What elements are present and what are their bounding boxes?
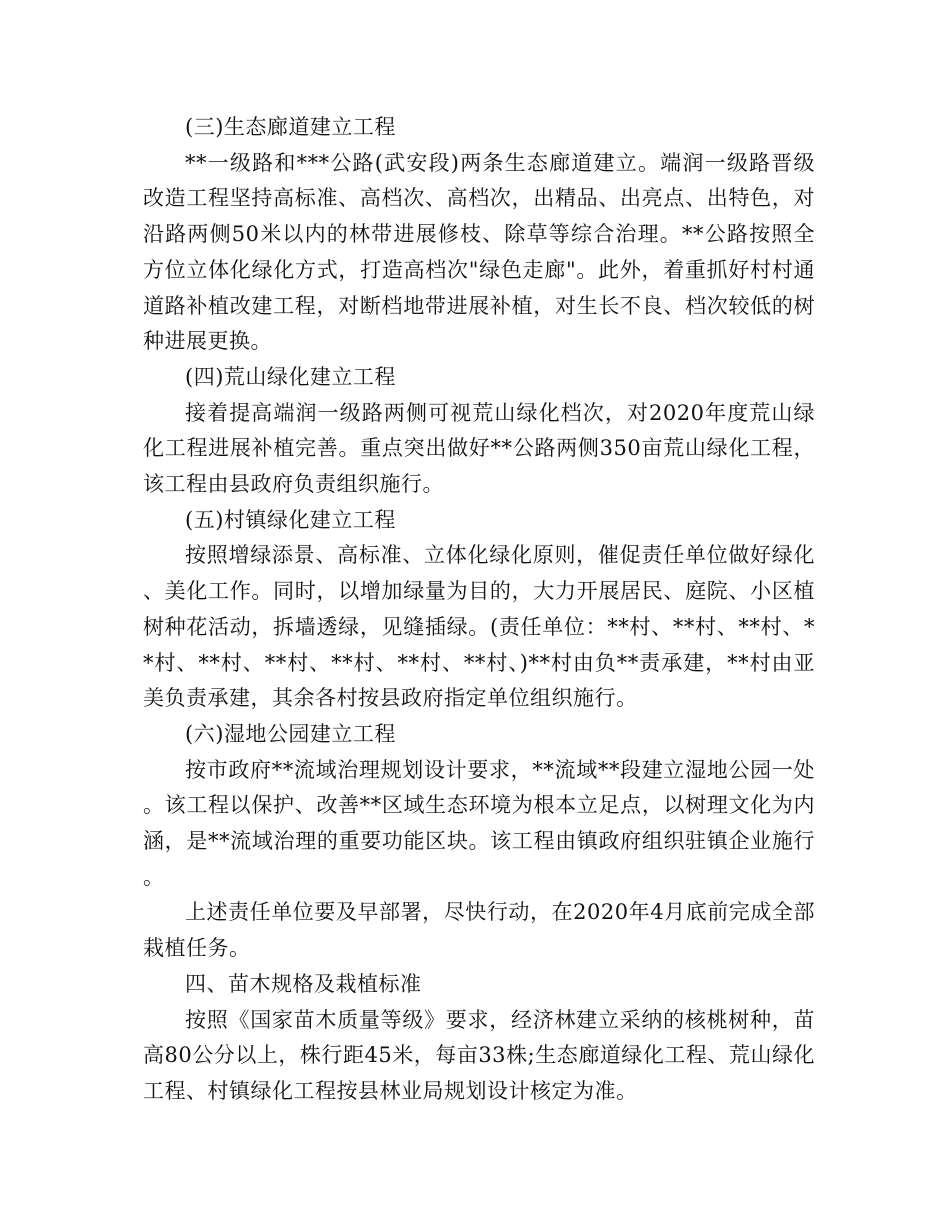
paragraph-ecological-corridor: **一级路和***公路(武安段)两条生态廊道建立。端润一级路晋级改造工程坚持高标准、高档次、高档次，出精品、出亮点、出特色，对沿路两侧50米以内的林带进展修枝、除草等综合治理。**公路按照全方位立体化绿化方式，打造高档次"绿色走廊"。此外，着重抓好村村通道路补植改建工程，对断档地带进展补植，对生长不良、档次较低的树种进展更换。 bbox=[143, 150, 815, 354]
paragraph-village-greening: 按照增绿添景、高标准、立体化绿化原则，催促责任单位做好绿化、美化工作。同时，以增加绿量为目的，大力开展居民、庭院、小区植树种花活动，拆墙透绿，见缝插绿。(责任单位：**村、**村、**村、**村、**村、**村、**村、**村、**村、)**村由负**责承建，**村由亚美负责承建，其余各村按县政府指定单位组织施行。 bbox=[143, 543, 815, 711]
section-heading-ecological-corridor: (三)生态廊道建立工程 bbox=[185, 115, 396, 139]
section-heading-village-greening: (五)村镇绿化建立工程 bbox=[185, 507, 396, 532]
paragraph-deadline: 上述责任单位要及早部署，尽快行动，在2020年4月底前完成全部栽植任务。 bbox=[143, 900, 815, 961]
document-page bbox=[143, 110, 815, 1110]
section-heading-seedling-standards: 四、苗木规格及栽植标准 bbox=[185, 971, 422, 996]
section-heading-wetland-park: (六)湿地公园建立工程 bbox=[185, 721, 396, 746]
paragraph-wetland-park: 按市政府**流域治理规划设计要求，**流域**段建立湿地公园一处。该工程以保护、改善**区域生态环境为根本立足点，以树理文化为内涵，是**流域治理的重要功能区块。该工程由镇政府组织驻镇企业施行。 bbox=[143, 757, 815, 889]
section-heading-barren-mountain: (四)荒山绿化建立工程 bbox=[185, 364, 396, 389]
paragraph-seedling-standards: 按照《国家苗木质量等级》要求，经济林建立采纳的核桃树种，苗高80公分以上，株行距45米，每亩33株;生态廊道绿化工程、荒山绿化工程、村镇绿化工程按县林业局规划设计核定为准。 bbox=[143, 1007, 815, 1103]
paragraph-barren-mountain: 接着提高端润一级路两侧可视荒山绿化档次，对2020年度荒山绿化工程进展补植完善。重点突出做好**公路两侧350亩荒山绿化工程，该工程由县政府负责组织施行。 bbox=[143, 400, 815, 497]
